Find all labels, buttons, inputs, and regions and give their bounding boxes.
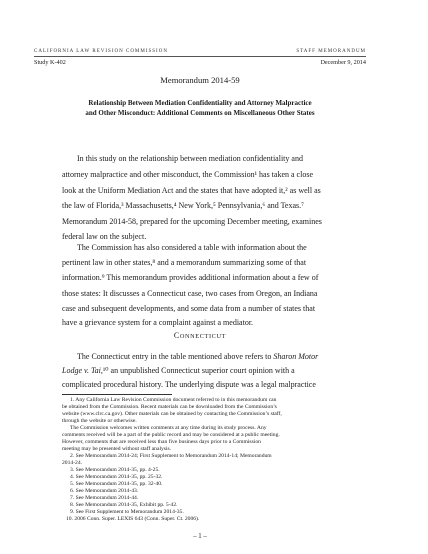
study-number: Study K-402 [34, 59, 66, 66]
footnote-line: 1. Any California Law Revision Commission document referred to in this memorandum can [70, 397, 277, 403]
memo-date: December 9, 2014 [320, 59, 366, 66]
body-line: have a grievance system for a complaint against a mediator. [62, 318, 254, 327]
body-line: case and subsequent developments, and some data from a number of states that [62, 304, 316, 313]
header-right: STAFF MEMORANDUM [296, 49, 366, 54]
body-line: federal law on the subject. [62, 232, 147, 241]
footnote-line: through the website or otherwise. [62, 418, 137, 424]
body-line: look at the Uniform Mediation Act and the states that have adopted it,² as well as [62, 186, 321, 195]
header-left: CALIFORNIA LAW REVISION COMMISSION [34, 49, 168, 54]
section-heading-rest: ONNECTICUT [179, 333, 227, 340]
page-number: – 1 – [193, 533, 207, 540]
body-line: The Commission has also considered a table with information about the [77, 243, 307, 252]
body-line: the law of Florida,³ Massachusetts,⁴ New York,⁵ Pennsylvania,⁶ and Texas.⁷ [62, 201, 304, 210]
connecticut-text: The Connecticut entry in the table mentioned above refers to [77, 352, 274, 361]
footnote-rule [62, 394, 172, 395]
subheader [34, 59, 366, 66]
subject-line-1: Relationship Between Mediation Confidentiality and Attorney Malpractice [88, 99, 312, 107]
footnote-line: 8. See Memorandum 2014-35, Exhibit pp. 5-42. [70, 502, 178, 508]
footnote-line: However, comments that are received less than five business days prior to a Commission [62, 439, 261, 445]
footnote-line: 2. See Memorandum 2014-24; First Supplement to Memorandum 2014-14; Memorandum [70, 453, 272, 459]
connecticut-text: ¹⁰ an unpublished Connecticut superior court opinion with a [102, 366, 295, 375]
footnote-line: 6. See Memorandum 2014-43. [70, 488, 139, 494]
connecticut-line: complicated procedural history. The underlying dispute was a legal malpractice [62, 380, 316, 389]
body-line: information.⁹ This memorandum provides additional information about a few of [62, 273, 319, 282]
footnote-line: The Commission welcomes written comments at any time during its study process. Any [70, 425, 267, 431]
memo-subject [52, 98, 348, 119]
connecticut-line [77, 352, 318, 361]
footnote-line: meeting may be presented without staff analysis. [62, 446, 172, 452]
header-rule [34, 56, 366, 57]
body-line: attorney malpractice and other misconduct, the Commission¹ has taken a close [62, 170, 313, 179]
body-line: In this study on the relationship between mediation confidentiality and [77, 154, 303, 163]
subject-line-2: and Other Misconduct: Additional Comments on Miscellaneous Other States [85, 109, 315, 118]
footnote-line: 2014-24. [62, 460, 83, 466]
connecticut-line [62, 366, 295, 375]
section-heading-initial: C [173, 331, 180, 340]
footnote-line: 9. See First Supplement to Memorandum 2014-35. [70, 509, 184, 515]
footnote-line: 4. See Memorandum 2014-35, pp. 25-32. [70, 474, 163, 480]
footnote-line: 3. See Memorandum 2014-35, pp. 4-25. [70, 467, 160, 473]
body-line: those states: It discusses a Connecticut case, two cases from Oregon, an Indiana [62, 289, 318, 298]
memo-title: Memorandum 2014-59 [160, 75, 240, 85]
footnote-line: 5. See Memorandum 2014-35, pp. 32-40. [70, 481, 163, 487]
footnote-line: 7. See Memorandum 2014-44. [70, 495, 139, 501]
footnote-line: be obtained from the Commission. Recent materials can be downloaded from the Commission’s [62, 404, 277, 410]
section-heading [34, 331, 366, 340]
footnote-line: website (www.clrc.ca.gov). Other materials can be obtained by contacting the Commission’s staff, [62, 411, 282, 417]
case-name: Lodge v. Tai, [62, 366, 103, 375]
case-name: Sharon Motor [273, 352, 319, 361]
footnote-line: comments received will be a part of the public record and may be considered at a public meeting. [62, 432, 280, 438]
running-header [34, 49, 366, 54]
body-line: pertinent law in other states,⁸ and a memorandum summarizing some of that [62, 258, 307, 267]
body-line: Memorandum 2014-58, prepared for the upcoming December meeting, examines [62, 217, 322, 226]
footnote-line: 10. 2006 Conn. Super. LEXIS 643 (Conn. Super. Ct. 2006). [66, 516, 200, 522]
